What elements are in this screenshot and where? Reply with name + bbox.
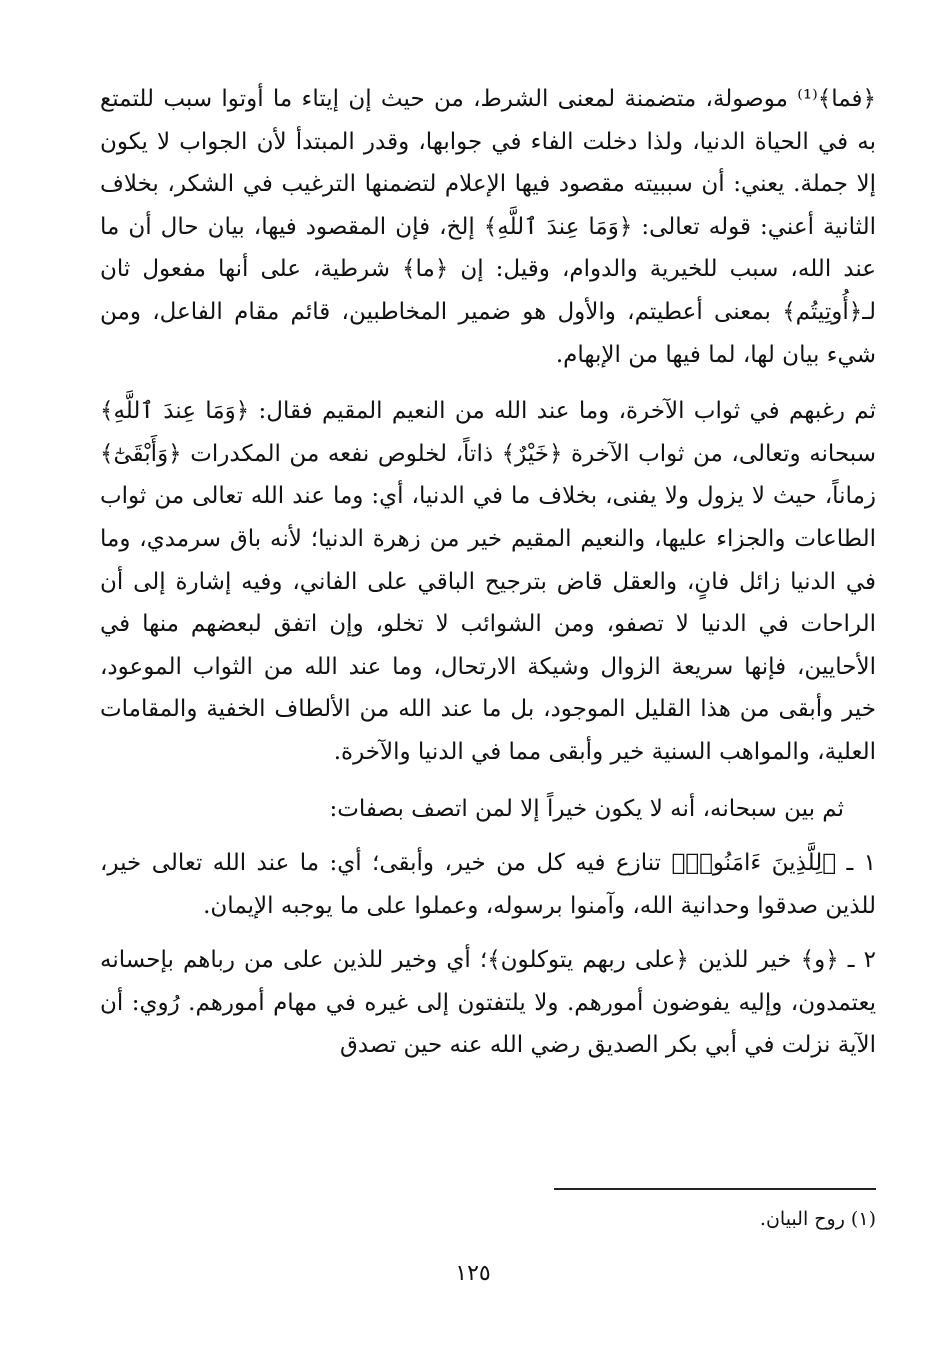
page-body [100,78,876,1067]
paragraph-2: ثم رغبهم في ثواب الآخرة، وما عند الله من النعيم المقيم فقال: ﴿وَمَا عِندَ ٱللَّهِ﴾ سبحانه وتعالى، من ثواب الآخرة ﴿خَيْرٌ﴾ ذاتاً، لخلوص نفعه من المكدرات ﴿وَأَبْقَىٰٓ﴾ زماناً، حيث لا يزول ولا يفنى، بخلاف ما في الدنيا، أي: وما عند الله تعالى من ثواب الطاعات والجزاء عليها، والنعيم المقيم خير من زهرة الدنيا؛ لأنه باق سرمدي، وما في الدنيا زائل فانٍ، والعقل قاض بترجيح الباقي على الفاني، وفيه إشارة إلى أن الراحات في الدنيا لا تصفو، ومن الشوائب لا تخلو، وإن اتفق لبعضهم منها في الأحايين، فإنها سريعة الزوال وشيكة الارتحال، وما عند الله من الثواب الموعود، خير وأبقى من هذا القليل الموجود، بل ما عند الله من الألطاف الخفية والمقامات العلية، والمواهب السنية خير وأبقى مما في الدنيا والآخرة. [100,398,876,765]
page-number: ١٢٥ [455,1261,491,1286]
paragraph-3: ثم بين سبحانه، أنه لا يكون خيراً إلا لمن اتصف بصفات: [329,795,844,822]
footnote: (١) روح البيان. [759,1208,876,1230]
paragraph-4: ١ ـ ﴿لِلَّذِينَ ءَامَنُوا۟﴾ تنازع فيه كل من خير، وأبقى؛ أي: ما عند الله تعالى خير، للذين صدقوا وحدانية الله، وآمنوا برسوله، وعملوا على ما يوجبه الإيمان. [100,850,876,919]
paragraph-5: ٢ ـ ﴿و﴾ خير للذين ﴿على ربهم يتوكلون﴾؛ أي وخير للذين على من رباهم بإحسانه يعتمدون، وإليه يفوضون أمورهم. ولا يلتفتون إلى غيره في مهام أمورهم. رُوي: أن الآية نزلت في أبي بكر الصديق رضي الله عنه حين تصدق [100,947,876,1059]
paragraph-1: ﴿فما﴾⁽¹⁾ موصولة، متضمنة لمعنى الشرط، من حيث إن إيتاء ما أوتوا سبب للتمتع به في الحياة الدنيا، ولذا دخلت الفاء في جوابها، وقدر المبتدأ لأن الجواب لا يكون إلا جملة. يعني: أن سببيته مقصود فيها الإعلام لتضمنها الترغيب في الشكر، بخلاف الثانية أعني: قوله تعالى: ﴿وَمَا عِندَ ٱللَّهِ﴾ إلخ، فإن المقصود فيها، بيان حال أن ما عند الله، سبب للخيرية والدوام، وقيل: إن ﴿ما﴾ شرطية، على أنها مفعول ثان لـ﴿أُوتِيتُم﴾ بمعنى أعطيتم، والأول هو ضمير المخاطبين، قائم مقام الفاعل، ومن شيء بيان لها، لما فيها من الإبهام. [100,86,876,368]
footnote-divider [554,1188,876,1190]
